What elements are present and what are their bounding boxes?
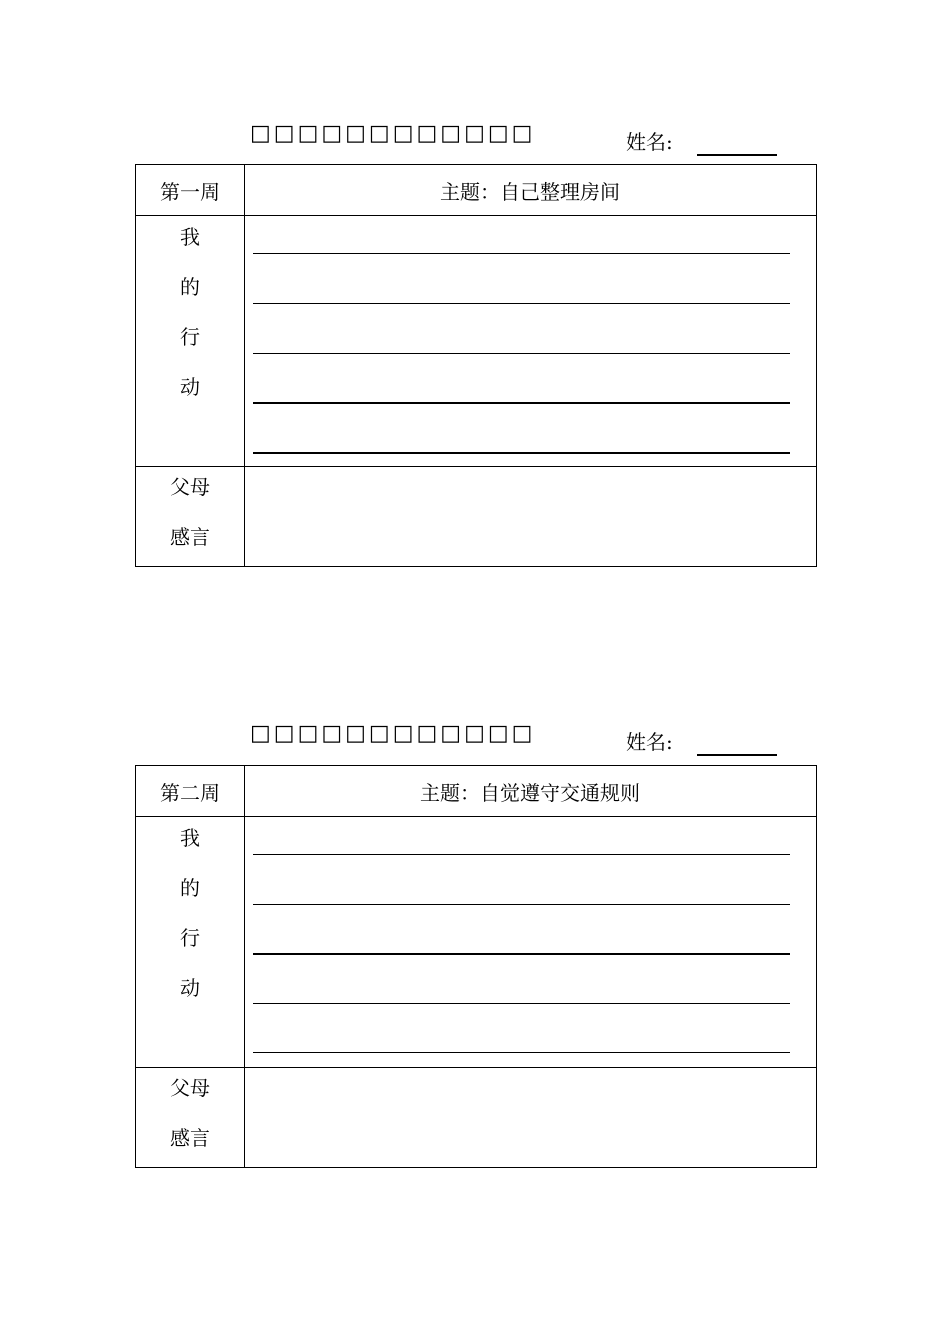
row-divider [136,816,816,817]
action-writing-line[interactable] [253,854,790,855]
action-writing-line[interactable] [253,953,790,955]
my-action-char: 动 [180,375,200,399]
theme-label: 主题：自觉遵守交通规则 [420,780,640,805]
card-title: □□□□□□□□□□□□ [250,121,536,146]
my-action-char: 动 [180,976,200,1000]
action-writing-line[interactable] [253,402,790,404]
card-title: □□□□□□□□□□□□ [250,721,536,746]
parent-comment-label [136,467,244,567]
action-writing-line[interactable] [253,452,790,454]
my-action-label [136,217,244,417]
my-action-char: 的 [180,275,200,299]
action-writing-line[interactable] [253,904,790,905]
parent-comment-area[interactable] [244,1067,816,1167]
parent-comment-text: 父母 [170,475,210,499]
action-writing-line[interactable] [253,353,790,354]
name-field[interactable] [697,754,777,756]
parent-comment-text: 父母 [170,1076,210,1100]
name-label: 姓名: [626,130,673,154]
parent-comment-text: 感言 [170,1126,210,1150]
my-action-char: 我 [180,826,200,850]
row-divider [136,215,816,216]
week-label: 第二周 [160,780,220,805]
weekly-table [135,765,817,1168]
theme-label: 主题：自己整理房间 [440,179,620,204]
name-label: 姓名: [626,730,673,754]
parent-comment-label [136,1068,244,1168]
my-action-label [136,818,244,1018]
my-action-char: 行 [180,325,200,349]
action-writing-line[interactable] [253,253,790,254]
name-field[interactable] [697,154,777,156]
parent-comment-text: 感言 [170,525,210,549]
my-action-char: 的 [180,876,200,900]
action-writing-line[interactable] [253,303,790,304]
my-action-char: 行 [180,926,200,950]
week-label: 第一周 [160,179,220,204]
parent-comment-area[interactable] [244,466,816,566]
weekly-table [135,164,817,567]
action-writing-line[interactable] [253,1052,790,1053]
action-writing-line[interactable] [253,1003,790,1004]
my-action-char: 我 [180,225,200,249]
